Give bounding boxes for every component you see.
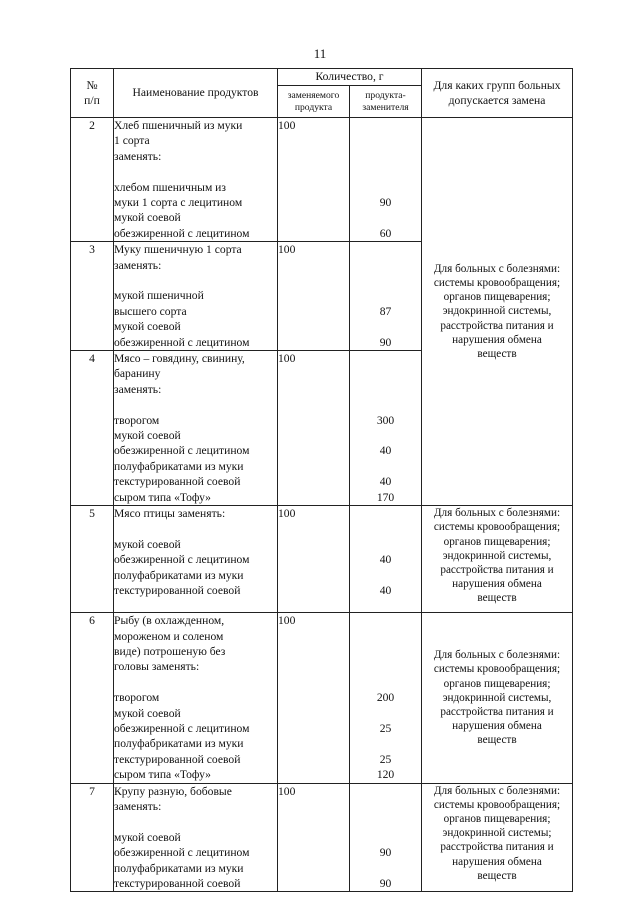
- replaced-quantity: 100: [278, 243, 296, 257]
- patient-group-line: эндокринной системы,: [442, 549, 552, 562]
- patient-groups-cell: [422, 613, 573, 783]
- replaced-quantity: 100: [278, 784, 296, 798]
- patient-group-line: расстройства питания и: [440, 841, 554, 854]
- spacer: [114, 273, 277, 288]
- product-name-cell: [114, 613, 278, 783]
- row-number: 2: [71, 118, 114, 242]
- replaced-quantity-cell: [278, 783, 350, 892]
- substitute-quantity: 90: [379, 846, 392, 860]
- product-heading-line: Мясо птицы заменять:: [114, 507, 226, 521]
- substitute-line: текстурированной соевой: [114, 584, 241, 598]
- substitute-line: полуфабрикатами из муки: [114, 861, 244, 875]
- patient-group-line: Для больных с болезнями:: [433, 784, 561, 797]
- product-heading-line: заменять:: [114, 382, 162, 396]
- substitute-line: обезжиренной с лецитином: [114, 721, 250, 735]
- header-replaced-product: заменяемого продукта: [278, 86, 350, 118]
- patient-groups-cell: [422, 506, 573, 613]
- table-row: [71, 118, 573, 242]
- page-number: 11: [313, 46, 327, 61]
- substitute-quantity: 170: [376, 490, 395, 504]
- spacer: [350, 784, 421, 830]
- substitute-quantity: 120: [376, 768, 395, 782]
- product-heading-line: Крупу разную, бобовые: [114, 784, 232, 798]
- substitute-line: полуфабрикатами из муки: [114, 737, 244, 751]
- spacer: [350, 706, 421, 721]
- substitute-quantity: 90: [379, 876, 392, 890]
- spacer: [114, 814, 277, 829]
- patient-group-line: Для больных с болезнями:: [433, 649, 561, 662]
- patient-group-line: нарушения обмена: [452, 720, 542, 733]
- substitute-line: творогом: [114, 413, 160, 427]
- substitute-quantity: 60: [379, 226, 392, 240]
- patient-group-line: расстройства питания и: [440, 705, 554, 718]
- patient-group-line: веществ: [477, 592, 517, 605]
- spacer: [350, 428, 421, 443]
- substitute-line: обезжиренной с лецитином: [114, 444, 250, 458]
- replaced-quantity: 100: [278, 507, 296, 521]
- patient-groups-cell: [422, 783, 573, 892]
- spacer: [114, 675, 277, 690]
- substitute-quantity-cell: [350, 351, 422, 506]
- patient-group-line: эндокринной системы,: [442, 691, 552, 704]
- table-row: [71, 506, 573, 613]
- substitute-quantity: 40: [379, 584, 392, 598]
- substitute-line: мукой соевой: [114, 429, 181, 443]
- spacer: [350, 351, 421, 413]
- spacer: [350, 568, 421, 583]
- substitute-line: текстурированной соевой: [114, 876, 241, 890]
- product-name-cell: [114, 351, 278, 506]
- patient-group-line: органов пищеварения;: [443, 535, 551, 548]
- header-product-name: Наименование продуктов: [114, 69, 278, 118]
- substitute-line: текстурированной соевой: [114, 475, 241, 489]
- spacer: [350, 830, 421, 845]
- substitute-line: мукой пшеничной: [114, 289, 204, 303]
- spacer: [350, 506, 421, 537]
- header-substitute-product: продукта-заменителя: [350, 86, 422, 118]
- patient-group-line: системы кровообращения;: [433, 521, 561, 534]
- product-heading-line: заменять:: [114, 258, 162, 272]
- substitute-quantity: 200: [376, 691, 395, 705]
- substitute-line: обезжиренной с лецитином: [114, 846, 250, 860]
- substitute-line: обезжиренной с лецитином: [114, 226, 250, 240]
- row-number: 7: [71, 783, 114, 892]
- patient-group-line: системы кровообращения;: [433, 798, 561, 811]
- row-number: 3: [71, 242, 114, 351]
- substitution-table: [70, 68, 573, 892]
- patient-group-line: веществ: [477, 734, 517, 747]
- patient-group-line: веществ: [477, 348, 517, 361]
- spacer: [114, 397, 277, 412]
- substitute-line: мукой соевой: [114, 706, 181, 720]
- patient-group-line: системы кровообращения;: [433, 277, 561, 290]
- substitute-line: мукой соевой: [114, 320, 181, 334]
- substitute-quantity-cell: [350, 783, 422, 892]
- replaced-quantity-cell: [278, 613, 350, 783]
- patient-group-line: системы кровообращения;: [433, 663, 561, 676]
- patient-group-line: органов пищеварения;: [443, 812, 551, 825]
- substitute-quantity: 90: [379, 195, 392, 209]
- row-number: 4: [71, 351, 114, 506]
- spacer: [350, 537, 421, 552]
- substitute-quantity-cell: [350, 613, 422, 783]
- table-row: [71, 613, 573, 783]
- spacer: [350, 118, 421, 180]
- substitute-quantity: 300: [376, 413, 395, 427]
- patient-group-line: органов пищеварения;: [443, 677, 551, 690]
- product-heading-line: заменять:: [114, 149, 162, 163]
- patient-groups-cell: [422, 118, 573, 506]
- product-heading-line: Хлеб пшеничный из муки: [114, 119, 243, 132]
- spacer: [350, 459, 421, 474]
- spacer: [114, 164, 277, 179]
- product-name-cell: [114, 242, 278, 351]
- replaced-quantity: 100: [278, 614, 296, 628]
- patient-group-line: нарушения обмена: [452, 855, 542, 868]
- replaced-quantity-cell: [278, 118, 350, 242]
- header-quantity: Количество, г: [278, 69, 422, 86]
- substitute-quantity-cell: [350, 118, 422, 242]
- substitute-line: мукой соевой: [114, 537, 181, 551]
- substitute-line: полуфабрикатами из муки: [114, 459, 244, 473]
- substitute-line: обезжиренной с лецитином: [114, 553, 250, 567]
- substitute-line: мукой соевой: [114, 211, 181, 225]
- product-heading-line: баранину: [114, 367, 161, 381]
- product-heading-line: виде) потрошеную без: [114, 644, 226, 658]
- table-row: [71, 783, 573, 892]
- substitute-quantity: 40: [379, 553, 392, 567]
- row-number: 6: [71, 613, 114, 783]
- replaced-quantity: 100: [278, 352, 296, 366]
- substitute-quantity: 87: [379, 304, 392, 318]
- patient-group-line: нарушения обмена: [452, 333, 542, 346]
- patient-group-line: веществ: [477, 869, 517, 882]
- header-patient-groups: Для каких групп больных допускается замена: [422, 69, 573, 118]
- patient-group-line: эндокринной системы;: [442, 827, 552, 840]
- replaced-quantity-cell: [278, 506, 350, 613]
- replaced-quantity: 100: [278, 119, 296, 132]
- patient-group-line: эндокринной системы,: [442, 305, 552, 318]
- product-name-cell: [114, 783, 278, 892]
- spacer: [350, 242, 421, 288]
- substitute-quantity: 40: [379, 444, 392, 458]
- spacer: [350, 861, 421, 876]
- product-name-cell: [114, 118, 278, 242]
- substitute-quantity: 25: [379, 752, 392, 766]
- patient-group-line: органов пищеварения;: [443, 291, 551, 304]
- substitute-line: муки 1 сорта с лецитином: [114, 196, 243, 210]
- product-heading-line: Муку пшеничную 1 сорта: [114, 243, 242, 257]
- patient-group-line: нарушения обмена: [452, 578, 542, 591]
- substitute-line: хлебом пшеничным из: [114, 180, 226, 194]
- replaced-quantity-cell: [278, 242, 350, 351]
- substitute-line: сыром типа «Тофу»: [114, 490, 211, 504]
- spacer: [114, 522, 277, 537]
- header-number: № п/п: [71, 69, 114, 118]
- substitute-line: текстурированной соевой: [114, 752, 241, 766]
- substitute-quantity: 90: [379, 335, 392, 349]
- substitute-line: полуфабрикатами из муки: [114, 568, 244, 582]
- patient-group-line: Для больных с болезнями:: [433, 262, 561, 275]
- spacer: [350, 210, 421, 225]
- product-heading-line: мороженом и соленом: [114, 629, 224, 643]
- substitute-line: высшего сорта: [114, 304, 187, 318]
- substitute-line: обезжиренной с лецитином: [114, 335, 250, 349]
- substitute-quantity-cell: [350, 506, 422, 613]
- substitute-line: сыром типа «Тофу»: [114, 768, 211, 782]
- patient-group-line: Для больных с болезнями:: [433, 507, 561, 520]
- spacer: [350, 736, 421, 751]
- product-heading-line: головы заменять:: [114, 660, 200, 674]
- product-heading-line: Мясо – говядину, свинину,: [114, 352, 245, 366]
- substitute-quantity: 40: [379, 475, 392, 489]
- spacer: [350, 319, 421, 334]
- substitute-quantity: 25: [379, 721, 392, 735]
- product-heading-line: заменять:: [114, 799, 162, 813]
- patient-group-line: расстройства питания и: [440, 319, 554, 332]
- row-number: 5: [71, 506, 114, 613]
- product-name-cell: [114, 506, 278, 613]
- spacer: [350, 288, 421, 303]
- substitute-line: мукой соевой: [114, 830, 181, 844]
- product-heading-line: 1 сорта: [114, 134, 150, 148]
- product-heading-line: Рыбу (в охлажденном,: [114, 614, 225, 628]
- replaced-quantity-cell: [278, 351, 350, 506]
- patient-group-line: расстройства питания и: [440, 563, 554, 576]
- spacer: [350, 613, 421, 690]
- substitute-quantity-cell: [350, 242, 422, 351]
- spacer: [350, 180, 421, 195]
- substitute-line: творогом: [114, 691, 160, 705]
